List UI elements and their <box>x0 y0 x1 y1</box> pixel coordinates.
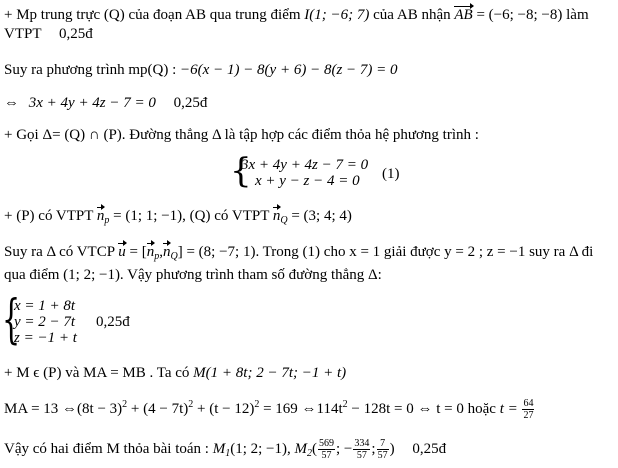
line-plane-equation <box>4 61 398 79</box>
text: MA = 13 ⇔(8t − 3) <box>4 401 123 417</box>
brace-icon: { <box>230 151 252 191</box>
vector-n: n <box>272 208 281 224</box>
line-normal-vectors <box>4 207 352 230</box>
text: (1; 2; −1), <box>230 440 291 457</box>
vector-ab: AB <box>454 7 473 23</box>
vector-n: n <box>96 208 105 224</box>
numerator: 64 <box>523 398 534 410</box>
math-equation: 3x + 4y + 4z − 7 = 0 <box>28 95 156 111</box>
text: = (1; 1; −1), (Q) có VTPT <box>113 208 270 224</box>
denominator: 57 <box>377 450 388 461</box>
numerator: 334 <box>354 438 370 449</box>
score-label: 0,25đ <box>412 440 447 457</box>
text: + (t − 12) <box>197 401 255 417</box>
text: ) <box>389 440 395 457</box>
fraction <box>522 398 534 421</box>
fraction <box>318 438 335 461</box>
fraction <box>377 438 389 461</box>
text: của AB nhận <box>373 7 451 23</box>
system-equation: 3x + 4y + 4z − 7 = 0 <box>241 157 369 173</box>
text: ] = (8; −7; 1). Trong (1) cho x = 1 giải được y = 2 ; z = −1 suy ra Δ đi <box>177 244 594 260</box>
system-label: (1) <box>382 166 400 182</box>
math-m: M <box>212 440 226 457</box>
subscript: p <box>154 251 160 262</box>
numerator: 7 <box>377 438 389 450</box>
line-vtpt <box>4 25 93 43</box>
equation-system-2 <box>2 290 204 350</box>
denominator: 57 <box>356 450 367 461</box>
fraction <box>353 438 370 461</box>
denominator: 57 <box>321 450 332 461</box>
exponent: 2 <box>122 399 128 410</box>
text: , <box>159 244 163 260</box>
line-ma-equation <box>4 396 535 421</box>
text: qua điểm (1; 2; −1). Vậy phương trình tham số đường thẳng Δ: <box>4 267 382 283</box>
text: VTPT <box>4 26 42 42</box>
text: ( <box>312 440 317 457</box>
text: = 169 ⇔114t <box>263 401 343 417</box>
line-parametric-intro <box>4 266 382 284</box>
text: + M ϵ (P) và MA = MB . Ta có <box>4 365 190 381</box>
equation-system-1 <box>230 151 410 192</box>
equivalence-symbol: ⇔ <box>4 95 19 111</box>
line-point-m <box>4 364 346 382</box>
text: Suy ra phương trình mp(Q) : <box>4 62 177 78</box>
system-equation: x + y − z − 4 = 0 <box>255 173 360 189</box>
line-direction-vector <box>4 243 593 266</box>
vector-n: n <box>146 244 155 260</box>
exponent: 2 <box>254 399 260 410</box>
subscript: 1 <box>225 447 231 459</box>
text: = (−6; −8; −8) làm <box>476 7 589 23</box>
system-equation: z = −1 + t <box>14 330 77 346</box>
line-intersection <box>4 126 479 144</box>
line-conclusion <box>4 438 446 463</box>
text: + (P) có VTPT <box>4 208 94 224</box>
line-simplified-equation <box>4 94 207 112</box>
text: = [ <box>129 244 147 260</box>
math-point-i: I(1; −6; 7) <box>304 7 370 23</box>
subscript: Q <box>170 251 178 262</box>
math-m: M <box>294 440 307 457</box>
system-equation: y = 2 − 7t <box>14 314 76 330</box>
denominator: 27 <box>523 410 534 422</box>
numerator: 569 <box>319 438 334 449</box>
system-equation: x = 1 + 8t <box>14 298 76 314</box>
text: + (4 − 7t) <box>130 401 189 417</box>
text: = (3; 4; 4) <box>291 208 352 224</box>
math-point-m: M(1 + 8t; 2 − 7t; −1 + t) <box>193 365 347 381</box>
text: ; <box>371 440 376 457</box>
subscript: Q <box>280 215 288 226</box>
text: Vậy có hai điểm M thỏa bài toán : <box>4 440 209 457</box>
subscript: 2 <box>307 447 312 459</box>
text: Suy ra Δ có VTCP <box>4 244 115 260</box>
brace-icon: { <box>2 290 21 350</box>
exponent: 2 <box>188 399 194 410</box>
exponent: 2 <box>342 399 348 410</box>
math-t: t = <box>499 401 518 417</box>
score-label: 0,25đ <box>173 95 208 111</box>
score-label: 0,25đ <box>58 26 93 42</box>
score-label: 0,25đ <box>96 314 130 330</box>
text: + Mp trung trực (Q) của đoạn AB qua trung điểm <box>4 7 301 23</box>
vector-u: u <box>118 244 126 260</box>
math-equation: −6(x − 1) − 8(y + 6) − 8(z − 7) = 0 <box>180 62 398 78</box>
vector-n: n <box>162 244 171 260</box>
text: ; − <box>336 440 353 457</box>
text: − 128t = 0 ⇔ t = 0 hoặc <box>351 401 496 417</box>
subscript: p <box>104 215 110 226</box>
line-midplane <box>4 6 589 24</box>
text: + Gọi Δ= (Q) ∩ (P). Đường thẳng Δ là tập hợp các điểm thỏa hệ phương trình : <box>4 127 479 143</box>
